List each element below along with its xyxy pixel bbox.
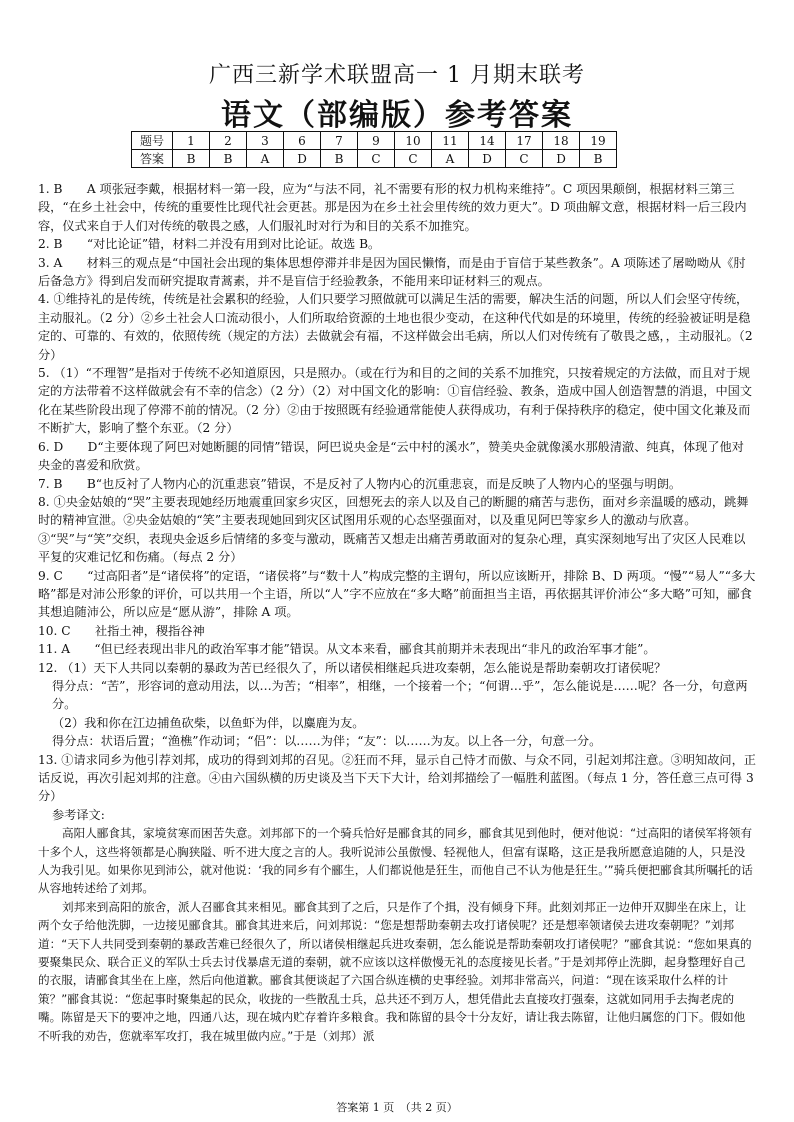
question-number: 18 [543,132,580,150]
answer-key-title: 语文（部编版）参考答案 [221,98,573,133]
row-label-question: 题号 [132,132,173,150]
explanation-item: 1. B A 项张冠李戴，根据材料一第一段，应为“与法不同，礼不需要有形的权力机构来维持”。C 项因果颠倒，根据材料三第三段，“在乡土社会中，传统的重要性比现代社会更甚。那是因为在乡土社会里传统的效力更大”。D 项曲解文意，根据材料一后三段内容，仪式来自于人们对传统的敬畏之感，人们服礼时对行为和目的关系不加推究。 [38,182,747,233]
question-number: 10 [395,132,432,150]
answer-cell: D [284,150,321,168]
explanation-item: 11. A “但已经表现出非凡的政治军事才能”错误。从文本来看，郦食其前期并未表现出“非凡的政治军事才能”。 [38,642,656,657]
explanation-item: 12. （1）天下人共同以秦朝的暴政为苦已经很久了，所以诸侯相继起兵进攻秦朝，怎么能说是帮助秦朝攻打诸侯呢？ [38,660,667,675]
explanation-item: 5. （1）“不理智”是指对于传统不必知道原因，只是照办。（或在行为和目的之间的关系不加推究，只按着规定的方法做，而且对于规定的方法带着不这样做就会有不幸的信念）（2 分）（2）对中国文化的影响：①盲信经验、教条，造成中国人创造智慧的消退，中国文化在某些阶段出现了停滞不前的情况。（2 分）②由于按照既有经验通常能使人获得成功，有利于保持秩序的稳定，使中国文化兼及而不断扩大，影响了整个东亚。（2 分） [38,366,753,436]
question-number: 19 [580,132,617,150]
answer-cell: D [469,150,506,168]
answer-explanations [38,180,756,1045]
question-number: 1 [173,132,210,150]
page-footer: 答案第 1 页 （共 2 页） [336,1101,458,1114]
answer-cell: C [506,150,543,168]
scoring-note: 得分点：“苦”，形容词的意动用法，以…为苦；“相率”，相继，一个接着一个；“何谓…乎”，怎么能说是……呢？各一分，句意两分。 [52,678,748,712]
answer-cell: B [173,150,210,168]
answer-table [131,131,617,168]
translation-paragraph: 刘邦来到高阳的旅舍，派人召郦食其来相见。郦食其到了之后，只是作了个揖，没有倾身下拜。此刻刘邦正一边伸开双脚坐在床上，让两个女子给他洗脚，一边接见郦食其。郦食其进来后，问刘邦说：“您是想帮助秦朝去攻打诸侯呢？还是想率领诸侯去进攻秦朝呢？”刘邦道：“天下人共同受到秦朝的暴政苦难已经很久了，所以诸侯相继起兵进攻秦朝，怎么能说是帮助秦朝攻打诸侯呢？”郦食其说：“您如果真的要聚集民众、联合正义的军队士兵去讨伐暴虐无道的秦朝，就不应该以这样傲慢无礼的态度接见长者。”于是刘邦停止洗脚，起身整理好自己的衣服，请郦食其坐在上座，然后向他道歉。郦食其便谈起了六国合纵连横的史事经验。刘邦非常高兴，问道：“现在该采取什么样的计策？”郦食其说：“您起事时聚集起的民众，收拢的一些散乱士兵，总共还不到万人，想凭借此去直接攻打强秦，这就如同用手去掏老虎的嘴。陈留是天下的要冲之地，四通八达，现在城内贮存着许多粮食。我和陈留的县令十分友好，请让我去陈留，让他归属您的门下。假如他不听我的劝告，您就率军攻打，我在城里做内应。”于是（刘邦）派 [38,899,752,1043]
answer-table-numbers-row [132,132,617,150]
explanation-item: 7. B B“也反衬了人物内心的沉重悲哀”错误，不是反衬了人物内心的沉重悲哀，而是反映了人物内心的坚强与明朗。 [38,476,682,491]
explanation-item: 2. B “对比论证”错，材料二并没有用到对比论证。故选 B。 [38,237,381,252]
scoring-note: 得分点：状语后置；“渔樵”作动词；“侣”：以……为伴；“友”：以……为友。以上各一分，句意一分。 [52,734,602,749]
question-number: 2 [210,132,247,150]
exam-title: 广西三新学术联盟高一 1 月期末联考 [209,63,585,88]
translation-paragraph: 高阳人郦食其，家境贫寒而困苦失意。刘邦部下的一个骑兵恰好是郦食其的同乡，郦食其见到他时，便对他说：“过高阳的诸侯军将领有十多个人，这些将领都是心胸狭隘、听不进大度之言的人。我听说沛公虽傲慢、轻视他人，但富有谋略，这正是我所愿意追随的人，只是没人为我引见。如果你见到沛公，就对他说：‘我的同乡有个郦生，人们都说他是狂生，而他自己不认为他是狂生。’”骑兵便把郦食其所嘱托的话从容地转述给了刘邦。 [38,826,753,896]
explanation-item: 8. ①央金姑娘的“哭”主要表现她经历地震重回家乡灾区，回想死去的亲人以及自己的断腿的痛苦与悲伤，面对乡亲温暖的感动，跳舞时的精神宣泄。②央金姑娘的“笑”主要表现她回到灾区试图用乐观的心态坚强面对，以及重见阿巴等家乡人的激动与欣喜。③“哭”与“笑”交织，表现央金返乡后情绪的多变与激动，既痛苦又想走出痛苦勇敢面对的复杂心理，真实深刻地写出了灾区人民难以平复的灾难记忆和伤痛。（每点 2 分） [38,494,749,565]
question-number: 9 [358,132,395,150]
explanation-item: 10. C 社指土神，稷指谷神 [38,623,205,638]
question-number: 6 [284,132,321,150]
row-label-answer: 答案 [132,150,173,168]
question-number: 11 [432,132,469,150]
answer-cell: D [543,150,580,168]
answer-cell: C [358,150,395,168]
answer-table-answers-row [132,150,617,168]
translation-heading: 参考译文: [52,807,105,822]
question-number: 7 [321,132,358,150]
answer-cell: B [210,150,247,168]
reference-translation [38,824,756,1045]
answer-cell: A [247,150,284,168]
explanation-item: 13. ①请求同乡为他引荐刘邦，成功的得到刘邦的召见。②狂而不拜，显示自己恃才而傲、与众不同，引起刘邦注意。③明知故问，正话反说，再次引起刘邦的注意。④由六国纵横的历史谈及当下天下大计，给刘邦描绘了一幅胜利蓝图。（每点 1 分，答任意三点可得 3 分） [38,752,756,804]
answer-cell: B [321,150,358,168]
explanation-item: 9. C “过高阳者”是“诸侯将”的定语，“诸侯将”与“数十人”构成完整的主谓句，所以应该断开，排除 B、D 两项。“慢”“易人”“多大略”都是对沛公形象的评价，可以共用一个主语，所以“人”字不应放在“多大略”前面担当主语，再依据其评价沛公“多大略”可知，郦食其想追随沛公，所以应是“愿从游”，排除 A 项。 [38,568,756,620]
answer-cell: C [395,150,432,168]
explanation-item: 6. D D“主要体现了阿巴对她断腿的同情”错误，阿巴说央金是“云中村的溪水”，赞美央金就像溪水那般清澈、纯真，体现了他对央金的喜爱和欣赏。 [38,439,744,473]
question-number: 14 [469,132,506,150]
explanation-item: 3. A 材料三的观点是“中国社会出现的集体思想停滞并非是因为国民懒惰，而是由于盲信于某些教条”。A 项陈述了屠呦呦从《肘后备急方》得到启发而研究提取青蒿素，并不是盲信于经验教条，不能用来印证材料三的观点。 [38,255,746,289]
question-number: 17 [506,132,543,150]
answer-cell: B [580,150,617,168]
explanation-item: 4. ①维持礼的是传统，传统是社会累积的经验，人们只要学习照做就可以满足生活的需要，解决生活的问题，所以人们会坚守传统，主动服礼。（2 分）②乡土社会人口流动很小，人们所取给资源的土地也很少变动，在这种代代如是的环境里，传统的经验被证明是稳定的、可靠的、有效的，依照传统（规定的方法）去做就会有福，不这样做会出毛病，所以人们对传统有了敬畏之感，，主动服礼。（2 分） [38,292,753,362]
explanation-item: （2）我和你在江边捕鱼砍柴，以鱼虾为伴，以麋鹿为友。 [52,715,365,730]
question-number: 3 [247,132,284,150]
answer-cell: A [432,150,469,168]
